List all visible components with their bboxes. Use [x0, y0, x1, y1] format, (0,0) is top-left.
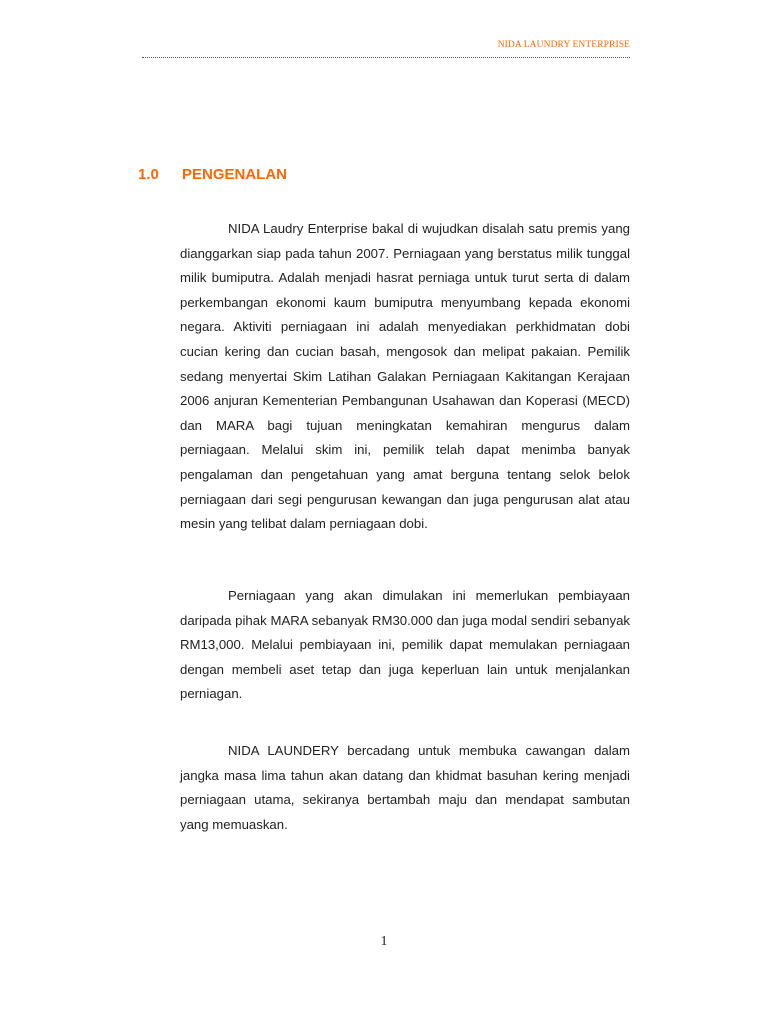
intro-paragraph-2: Perniagaan yang akan dimulakan ini memerlukan pembiayaan daripada pihak MARA sebanyak RM30.000 dan juga modal sendiri sebanyak RM13,000. Melalui pembiayaan ini, pemilik dapat memulakan perniagaan dengan membeli aset tetap dan juga keperluan lain untuk menjalankan perniagan.: [180, 588, 630, 702]
page-number: 1: [380, 934, 388, 949]
running-header: NIDA LAUNDRY ENTERPRISE: [497, 40, 630, 50]
intro-paragraph-3: NIDA LAUNDERY bercadang untuk membuka cawangan dalam jangka masa lima tahun akan datang dan khidmat basuhan kering menjadi perniagaan utama, sekiranya bertambah maju dan mendapat sambutan yang memuaskan.: [180, 743, 630, 832]
section-heading: [138, 166, 287, 183]
header-divider: [142, 57, 630, 58]
intro-paragraph-1: NIDA Laudry Enterprise bakal di wujudkan disalah satu premis yang dianggarkan siap pada tahun 2007. Perniagaan yang berstatus milik tunggal milik bumiputra. Adalah menjadi hasrat perniaga untuk turut serta di dalam perkembangan ekonomi kaum bumiputra menyumbang kepada ekonomi negara. Aktiviti perniagaan ini adalah menyediakan perkhidmatan dobi cucian kering dan cucian basah, mengosok dan melipat pakaian. Pemilik sedang menyertai Skim Latihan Galakan Perniagaan Kakitangan Kerajaan 2006 anjuran Kementerian Pembangunan Usahawan dan Koperasi (MECD) dan MARA bagi tujuan meningkatan kemahiran mengurus dalam perniagaan. Melalui skim ini, pemilik telah dapat menimba banyak pengalaman dan pengetahuan yang amat berguna tentang selok belok perniagaan dari segi pengurusan kewangan dan juga pengurusan alat atau mesin yang telibat dalam perniagaan dobi.: [180, 221, 630, 532]
section-title: PENGENALAN: [182, 166, 288, 183]
section-number: 1.0: [138, 166, 159, 183]
